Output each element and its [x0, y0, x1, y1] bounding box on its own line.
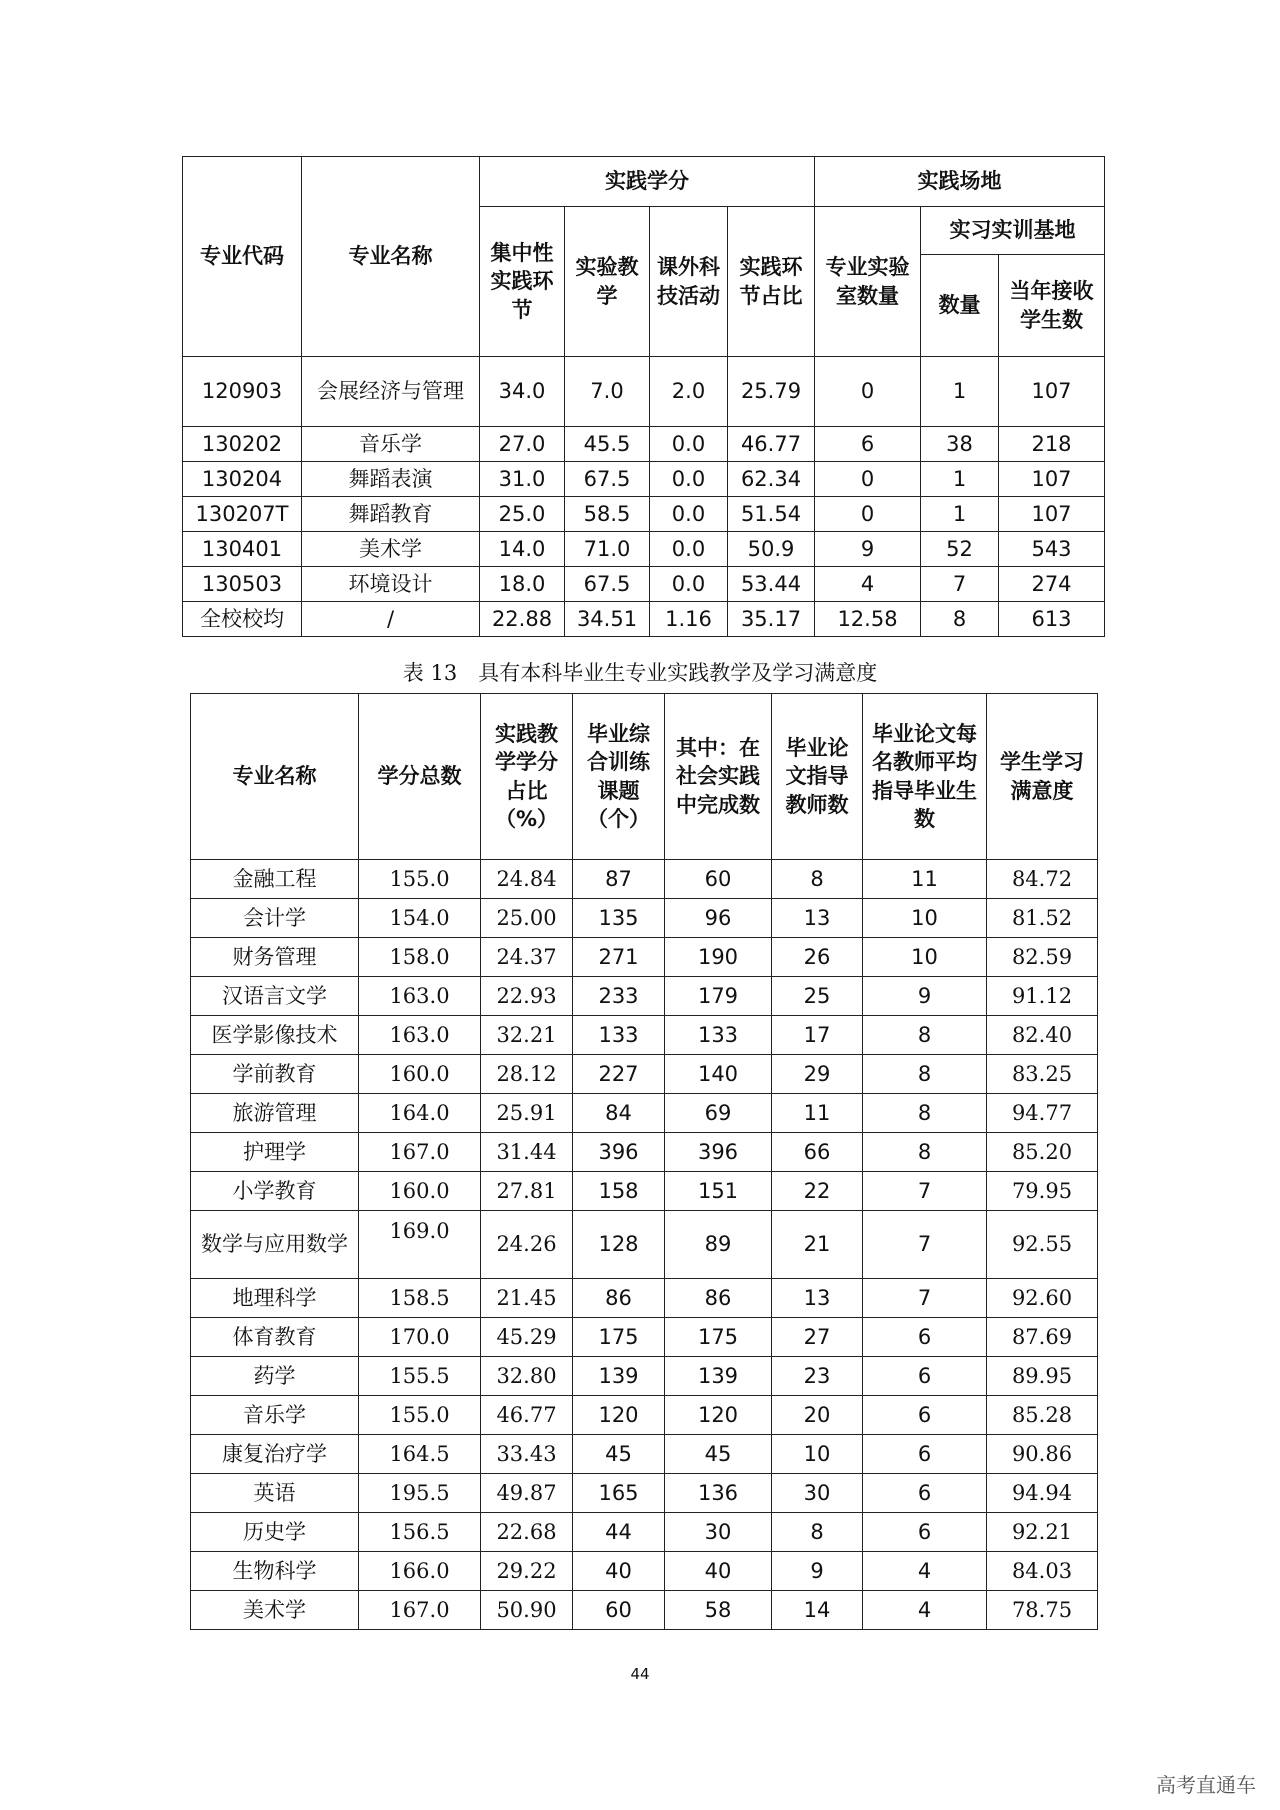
cell-c1: 27.0 — [480, 427, 565, 462]
table-row — [191, 977, 1098, 1016]
cell-col-1: 163.0 — [359, 977, 481, 1016]
cell-c4: 62.34 — [728, 462, 815, 497]
cell-c6: 7 — [921, 567, 999, 602]
cell-col-3: 158 — [573, 1172, 665, 1211]
cell-col-0: 学前教育 — [191, 1055, 359, 1094]
cell-c1: 25.0 — [480, 497, 565, 532]
cell-c2: 7.0 — [565, 357, 650, 427]
table-row — [183, 357, 1105, 427]
cell-col-0: 药学 — [191, 1357, 359, 1396]
cell-col-4: 133 — [665, 1016, 772, 1055]
cell-col-4: 96 — [665, 899, 772, 938]
cell-col-6: 10 — [863, 899, 987, 938]
cell-col-0: 金融工程 — [191, 860, 359, 899]
cell-col-6: 8 — [863, 1133, 987, 1172]
cell-col-2: 33.43 — [481, 1435, 573, 1474]
table-row — [191, 1552, 1098, 1591]
practice-venue-table — [182, 156, 1105, 637]
cell-col-2: 24.84 — [481, 860, 573, 899]
cell-col-5: 66 — [772, 1133, 863, 1172]
cell-c5: 9 — [815, 532, 921, 567]
cell-col-6: 8 — [863, 1055, 987, 1094]
cell-col-2: 49.87 — [481, 1474, 573, 1513]
cell-col-4: 86 — [665, 1279, 772, 1318]
cell-col-0: 会计学 — [191, 899, 359, 938]
header-code: 专业代码 — [183, 157, 302, 357]
cell-c2: 58.5 — [565, 497, 650, 532]
cell-col-4: 190 — [665, 938, 772, 977]
cell-col-7: 87.69 — [987, 1318, 1098, 1357]
cell-code: 130503 — [183, 567, 302, 602]
cell-col-1: 169.0 — [359, 1211, 481, 1279]
cell-col-6: 6 — [863, 1513, 987, 1552]
cell-c3: 0.0 — [650, 567, 728, 602]
cell-c2: 45.5 — [565, 427, 650, 462]
header-col-0: 专业名称 — [191, 694, 359, 860]
table-row — [191, 1211, 1098, 1279]
cell-col-1: 158.0 — [359, 938, 481, 977]
table-row — [191, 1513, 1098, 1552]
table-row — [191, 1318, 1098, 1357]
cell-col-0: 音乐学 — [191, 1396, 359, 1435]
cell-c4: 46.77 — [728, 427, 815, 462]
cell-col-3: 120 — [573, 1396, 665, 1435]
cell-c1: 22.88 — [480, 602, 565, 637]
cell-c1: 31.0 — [480, 462, 565, 497]
cell-code: 130202 — [183, 427, 302, 462]
header-col-4: 其中：在社会实践中完成数 — [665, 694, 772, 860]
cell-col-5: 23 — [772, 1357, 863, 1396]
cell-col-4: 58 — [665, 1591, 772, 1630]
cell-col-4: 45 — [665, 1435, 772, 1474]
cell-col-6: 8 — [863, 1016, 987, 1055]
cell-c5: 0 — [815, 462, 921, 497]
header-col-2: 实践教学学分占比（%） — [481, 694, 573, 860]
table-row — [191, 1016, 1098, 1055]
cell-col-3: 86 — [573, 1279, 665, 1318]
cell-name: 音乐学 — [302, 427, 480, 462]
cell-col-5: 11 — [772, 1094, 863, 1133]
table-caption: 表 13 具有本科毕业生专业实践教学及学习满意度 — [402, 661, 878, 685]
cell-col-6: 6 — [863, 1435, 987, 1474]
cell-col-7: 85.28 — [987, 1396, 1098, 1435]
table-row — [191, 1474, 1098, 1513]
header-bases-group: 实习实训基地 — [921, 207, 1105, 255]
cell-col-6: 10 — [863, 938, 987, 977]
cell-col-3: 45 — [573, 1435, 665, 1474]
cell-col-3: 87 — [573, 860, 665, 899]
cell-col-6: 7 — [863, 1279, 987, 1318]
cell-col-3: 44 — [573, 1513, 665, 1552]
cell-code: 130401 — [183, 532, 302, 567]
cell-col-4: 30 — [665, 1513, 772, 1552]
cell-col-4: 136 — [665, 1474, 772, 1513]
cell-col-0: 美术学 — [191, 1591, 359, 1630]
cell-col-6: 4 — [863, 1552, 987, 1591]
table-row — [191, 938, 1098, 977]
cell-col-7: 79.95 — [987, 1172, 1098, 1211]
header-bases-students: 当年接收学生数 — [999, 255, 1105, 357]
cell-col-7: 83.25 — [987, 1055, 1098, 1094]
cell-col-7: 92.21 — [987, 1513, 1098, 1552]
header-credits-group: 实践学分 — [480, 157, 815, 207]
cell-col-7: 82.59 — [987, 938, 1098, 977]
cell-col-0: 旅游管理 — [191, 1094, 359, 1133]
cell-col-5: 29 — [772, 1055, 863, 1094]
cell-col-6: 4 — [863, 1591, 987, 1630]
cell-col-3: 133 — [573, 1016, 665, 1055]
cell-col-4: 60 — [665, 860, 772, 899]
table-row — [191, 1591, 1098, 1630]
cell-col-0: 体育教育 — [191, 1318, 359, 1357]
header-col-3: 毕业综合训练课题（个） — [573, 694, 665, 860]
cell-col-2: 32.21 — [481, 1016, 573, 1055]
cell-col-5: 26 — [772, 938, 863, 977]
cell-name: 美术学 — [302, 532, 480, 567]
cell-c7: 107 — [999, 497, 1105, 532]
cell-col-7: 84.72 — [987, 860, 1098, 899]
cell-col-3: 227 — [573, 1055, 665, 1094]
cell-code: 130204 — [183, 462, 302, 497]
cell-col-1: 164.5 — [359, 1435, 481, 1474]
table-row — [183, 567, 1105, 602]
cell-col-4: 151 — [665, 1172, 772, 1211]
cell-c4: 35.17 — [728, 602, 815, 637]
cell-col-1: 156.5 — [359, 1513, 481, 1552]
cell-c1: 14.0 — [480, 532, 565, 567]
table-row — [191, 1396, 1098, 1435]
cell-col-5: 27 — [772, 1318, 863, 1357]
header-col-1: 学分总数 — [359, 694, 481, 860]
table-row — [191, 1133, 1098, 1172]
cell-c3: 1.16 — [650, 602, 728, 637]
header-name: 专业名称 — [302, 157, 480, 357]
cell-col-3: 84 — [573, 1094, 665, 1133]
header-col-5: 毕业论文指导教师数 — [772, 694, 863, 860]
cell-col-4: 139 — [665, 1357, 772, 1396]
cell-col-5: 21 — [772, 1211, 863, 1279]
header-concentrated: 集中性实践环节 — [480, 207, 565, 357]
cell-col-3: 60 — [573, 1591, 665, 1630]
cell-col-3: 165 — [573, 1474, 665, 1513]
cell-col-4: 69 — [665, 1094, 772, 1133]
cell-col-2: 27.81 — [481, 1172, 573, 1211]
cell-col-7: 89.95 — [987, 1357, 1098, 1396]
cell-col-2: 50.90 — [481, 1591, 573, 1630]
cell-col-5: 8 — [772, 1513, 863, 1552]
cell-c6: 1 — [921, 497, 999, 532]
cell-col-5: 30 — [772, 1474, 863, 1513]
cell-name: 舞蹈表演 — [302, 462, 480, 497]
cell-col-5: 20 — [772, 1396, 863, 1435]
table-row — [183, 497, 1105, 532]
cell-col-4: 396 — [665, 1133, 772, 1172]
graduate-practice-table — [190, 693, 1098, 1630]
cell-col-2: 25.91 — [481, 1094, 573, 1133]
cell-name: 环境设计 — [302, 567, 480, 602]
table-row — [191, 899, 1098, 938]
cell-col-4: 140 — [665, 1055, 772, 1094]
cell-col-3: 175 — [573, 1318, 665, 1357]
cell-c3: 0.0 — [650, 497, 728, 532]
cell-col-5: 9 — [772, 1552, 863, 1591]
cell-c7: 107 — [999, 357, 1105, 427]
cell-col-0: 生物科学 — [191, 1552, 359, 1591]
cell-c2: 67.5 — [565, 567, 650, 602]
cell-col-6: 6 — [863, 1474, 987, 1513]
cell-col-3: 139 — [573, 1357, 665, 1396]
table-row — [191, 1094, 1098, 1133]
cell-col-0: 护理学 — [191, 1133, 359, 1172]
cell-col-6: 7 — [863, 1172, 987, 1211]
cell-col-1: 170.0 — [359, 1318, 481, 1357]
cell-col-1: 195.5 — [359, 1474, 481, 1513]
cell-col-2: 46.77 — [481, 1396, 573, 1435]
cell-c7: 107 — [999, 462, 1105, 497]
cell-name: / — [302, 602, 480, 637]
table-row — [191, 860, 1098, 899]
cell-c6: 38 — [921, 427, 999, 462]
cell-c1: 18.0 — [480, 567, 565, 602]
cell-col-0: 小学教育 — [191, 1172, 359, 1211]
cell-c5: 0 — [815, 497, 921, 532]
cell-col-0: 康复治疗学 — [191, 1435, 359, 1474]
cell-c7: 218 — [999, 427, 1105, 462]
cell-col-1: 164.0 — [359, 1094, 481, 1133]
cell-col-3: 233 — [573, 977, 665, 1016]
cell-col-7: 78.75 — [987, 1591, 1098, 1630]
cell-col-6: 11 — [863, 860, 987, 899]
cell-col-6: 6 — [863, 1357, 987, 1396]
cell-c2: 67.5 — [565, 462, 650, 497]
cell-col-7: 81.52 — [987, 899, 1098, 938]
cell-col-0: 财务管理 — [191, 938, 359, 977]
cell-col-3: 135 — [573, 899, 665, 938]
cell-c6: 52 — [921, 532, 999, 567]
cell-code: 130207T — [183, 497, 302, 532]
cell-c2: 34.51 — [565, 602, 650, 637]
cell-col-5: 13 — [772, 1279, 863, 1318]
page-number: 44 — [630, 1665, 650, 1683]
table-row — [183, 532, 1105, 567]
cell-col-2: 32.80 — [481, 1357, 573, 1396]
cell-col-6: 6 — [863, 1318, 987, 1357]
cell-c3: 0.0 — [650, 462, 728, 497]
cell-col-0: 汉语言文学 — [191, 977, 359, 1016]
cell-col-7: 82.40 — [987, 1016, 1098, 1055]
cell-col-0: 英语 — [191, 1474, 359, 1513]
cell-col-1: 167.0 — [359, 1591, 481, 1630]
cell-col-4: 40 — [665, 1552, 772, 1591]
cell-c4: 51.54 — [728, 497, 815, 532]
cell-c7: 613 — [999, 602, 1105, 637]
cell-col-3: 128 — [573, 1211, 665, 1279]
table-row — [183, 427, 1105, 462]
cell-c5: 4 — [815, 567, 921, 602]
cell-col-4: 179 — [665, 977, 772, 1016]
cell-col-6: 9 — [863, 977, 987, 1016]
cell-col-2: 24.37 — [481, 938, 573, 977]
table-row — [191, 1172, 1098, 1211]
cell-c7: 274 — [999, 567, 1105, 602]
cell-col-2: 28.12 — [481, 1055, 573, 1094]
cell-c6: 1 — [921, 357, 999, 427]
cell-col-7: 92.55 — [987, 1211, 1098, 1279]
cell-col-6: 7 — [863, 1211, 987, 1279]
cell-c5: 0 — [815, 357, 921, 427]
cell-name: 会展经济与管理 — [302, 357, 480, 427]
cell-col-5: 10 — [772, 1435, 863, 1474]
cell-col-7: 90.86 — [987, 1435, 1098, 1474]
cell-col-1: 167.0 — [359, 1133, 481, 1172]
cell-col-1: 158.5 — [359, 1279, 481, 1318]
header-experiment: 实验教学 — [565, 207, 650, 357]
watermark: 高考直通车 — [1156, 1773, 1256, 1797]
cell-c7: 543 — [999, 532, 1105, 567]
cell-c4: 53.44 — [728, 567, 815, 602]
cell-c4: 25.79 — [728, 357, 815, 427]
cell-col-2: 21.45 — [481, 1279, 573, 1318]
cell-c4: 50.9 — [728, 532, 815, 567]
cell-col-1: 155.5 — [359, 1357, 481, 1396]
cell-col-1: 166.0 — [359, 1552, 481, 1591]
cell-c2: 71.0 — [565, 532, 650, 567]
cell-col-4: 89 — [665, 1211, 772, 1279]
cell-col-1: 160.0 — [359, 1055, 481, 1094]
cell-c6: 8 — [921, 602, 999, 637]
cell-col-0: 地理科学 — [191, 1279, 359, 1318]
cell-c5: 6 — [815, 427, 921, 462]
cell-col-6: 8 — [863, 1094, 987, 1133]
header-col-6: 毕业论文每名教师平均指导毕业生数 — [863, 694, 987, 860]
cell-col-1: 154.0 — [359, 899, 481, 938]
cell-col-1: 163.0 — [359, 1016, 481, 1055]
cell-col-2: 22.93 — [481, 977, 573, 1016]
cell-col-7: 85.20 — [987, 1133, 1098, 1172]
cell-col-7: 94.94 — [987, 1474, 1098, 1513]
cell-c3: 0.0 — [650, 427, 728, 462]
table-row — [183, 602, 1105, 637]
cell-col-0: 医学影像技术 — [191, 1016, 359, 1055]
cell-col-2: 29.22 — [481, 1552, 573, 1591]
table-row — [191, 1357, 1098, 1396]
header-bases-count: 数量 — [921, 255, 999, 357]
cell-col-1: 155.0 — [359, 1396, 481, 1435]
cell-col-5: 8 — [772, 860, 863, 899]
cell-col-2: 45.29 — [481, 1318, 573, 1357]
table-row — [191, 1279, 1098, 1318]
cell-c5: 12.58 — [815, 602, 921, 637]
cell-col-3: 40 — [573, 1552, 665, 1591]
header-venue-group: 实践场地 — [815, 157, 1105, 207]
cell-col-4: 175 — [665, 1318, 772, 1357]
cell-col-2: 25.00 — [481, 899, 573, 938]
header-ratio: 实践环节占比 — [728, 207, 815, 357]
cell-col-2: 31.44 — [481, 1133, 573, 1172]
cell-col-3: 271 — [573, 938, 665, 977]
header-extracurricular: 课外科技活动 — [650, 207, 728, 357]
table-row — [191, 1435, 1098, 1474]
cell-col-2: 22.68 — [481, 1513, 573, 1552]
cell-col-7: 92.60 — [987, 1279, 1098, 1318]
cell-col-4: 120 — [665, 1396, 772, 1435]
header-labs: 专业实验室数量 — [815, 207, 921, 357]
table-row — [191, 1055, 1098, 1094]
cell-col-5: 25 — [772, 977, 863, 1016]
cell-col-3: 396 — [573, 1133, 665, 1172]
cell-code: 全校校均 — [183, 602, 302, 637]
cell-name: 舞蹈教育 — [302, 497, 480, 532]
cell-c6: 1 — [921, 462, 999, 497]
cell-col-5: 22 — [772, 1172, 863, 1211]
cell-col-7: 94.77 — [987, 1094, 1098, 1133]
cell-code: 120903 — [183, 357, 302, 427]
cell-col-0: 数学与应用数学 — [191, 1211, 359, 1279]
header-col-7: 学生学习满意度 — [987, 694, 1098, 860]
cell-col-0: 历史学 — [191, 1513, 359, 1552]
cell-c1: 34.0 — [480, 357, 565, 427]
cell-c3: 0.0 — [650, 532, 728, 567]
cell-col-1: 155.0 — [359, 860, 481, 899]
cell-c3: 2.0 — [650, 357, 728, 427]
cell-col-1: 160.0 — [359, 1172, 481, 1211]
cell-col-5: 14 — [772, 1591, 863, 1630]
cell-col-5: 13 — [772, 899, 863, 938]
cell-col-2: 24.26 — [481, 1211, 573, 1279]
cell-col-5: 17 — [772, 1016, 863, 1055]
cell-col-7: 84.03 — [987, 1552, 1098, 1591]
cell-col-7: 91.12 — [987, 977, 1098, 1016]
cell-col-6: 6 — [863, 1396, 987, 1435]
table-row — [183, 462, 1105, 497]
